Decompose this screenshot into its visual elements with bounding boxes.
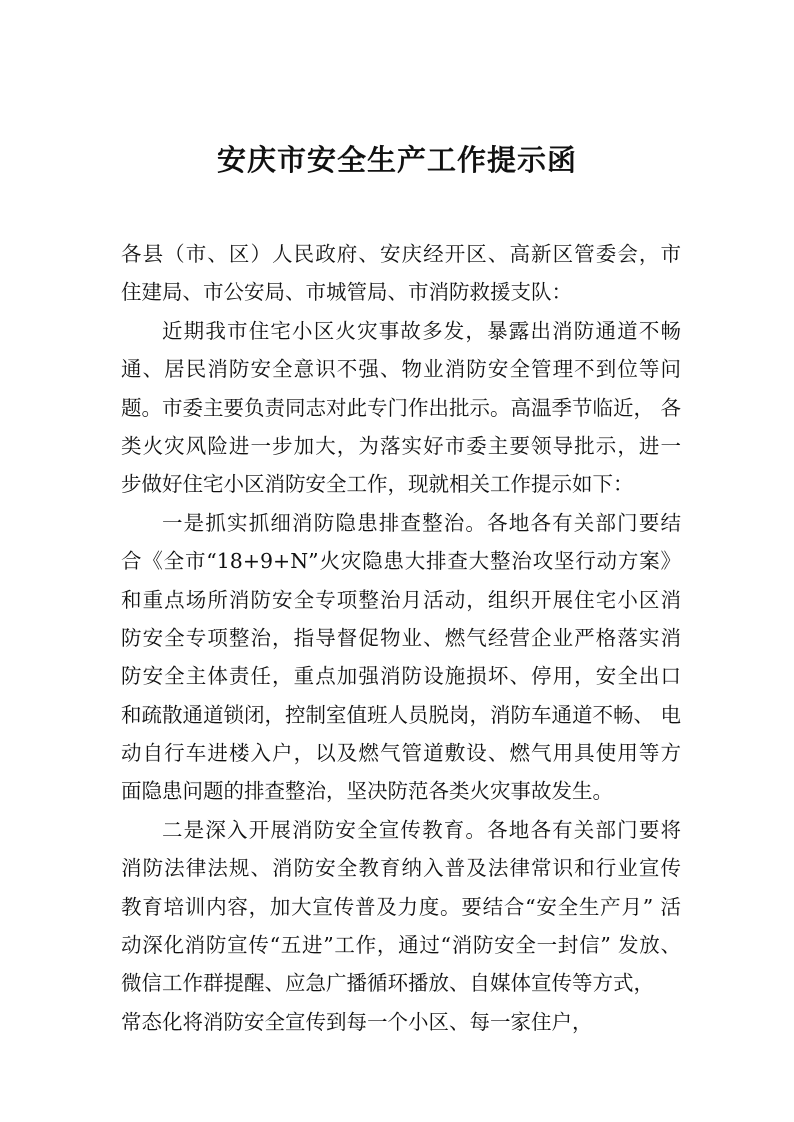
body-line: 住建局、市公安局、市城管局、市消防救援支队：	[121, 280, 572, 305]
body-line: 步做好住宅小区消防安全工作，现就相关工作提示如下：	[121, 472, 634, 497]
document-body	[121, 235, 681, 1041]
body-line: 消防法律法规、消防安全教育纳入普及法律常识和行业宣传	[121, 856, 681, 881]
body-line: 各县（市、区）人民政府、安庆经开区、高新区管委会，市	[121, 242, 681, 266]
body-line: 防安全专项整治，指导督促物业、燃气经营企业严格落实消	[121, 625, 681, 650]
body-line: 防安全主体责任，重点加强消防设施损坏、停用，安全出口	[121, 664, 681, 689]
body-line: 类火灾风险进一步加大，为落实好市委主要领导批示，进一	[121, 433, 681, 458]
body-line: 二是深入开展消防安全宣传教育。各地各有关部门要将	[162, 817, 681, 842]
body-line: 一是抓实抓细消防隐患排查整治。各地各有关部门要结	[162, 510, 681, 535]
body-line: 教育培训内容，加大宣传普及力度。要结合“安全生产月” 活	[121, 894, 681, 919]
body-line: 题。市委主要负责同志对此专门作出批示。高温季节临近， 各	[121, 395, 682, 420]
document-title: 安庆市安全生产工作提示函	[216, 143, 577, 177]
body-line: 通、居民消防安全意识不强、物业消防安全管理不到位等问	[121, 357, 681, 382]
body-line: 近期我市住宅小区火灾事故多发，暴露出消防通道不畅	[162, 318, 681, 343]
body-line: 合《全市“18+9+N”火灾隐患大排查大整治攻坚行动方案》	[121, 549, 681, 574]
body-line: 面隐患问题的排查整治，坚决防范各类火灾事故发生。	[121, 779, 613, 804]
body-line: 和重点场所消防安全专项整治月活动，组织开展住宅小区消	[121, 587, 681, 612]
body-line: 动自行车进楼入户，以及燃气管道敷设、燃气用具使用等方	[121, 741, 681, 766]
body-line: 动深化消防宣传“五进”工作，通过“消防安全一封信” 发放、	[121, 933, 681, 958]
body-line: 和疏散通道锁闭，控制室值班人员脱岗，消防车通道不畅、 电	[121, 702, 682, 727]
body-line: 常态化将消防安全宣传到每一个小区、每一家住户，	[121, 1009, 593, 1034]
body-line: 微信工作群提醒、应急广播循环播放、自媒体宣传等方式，	[121, 971, 654, 996]
